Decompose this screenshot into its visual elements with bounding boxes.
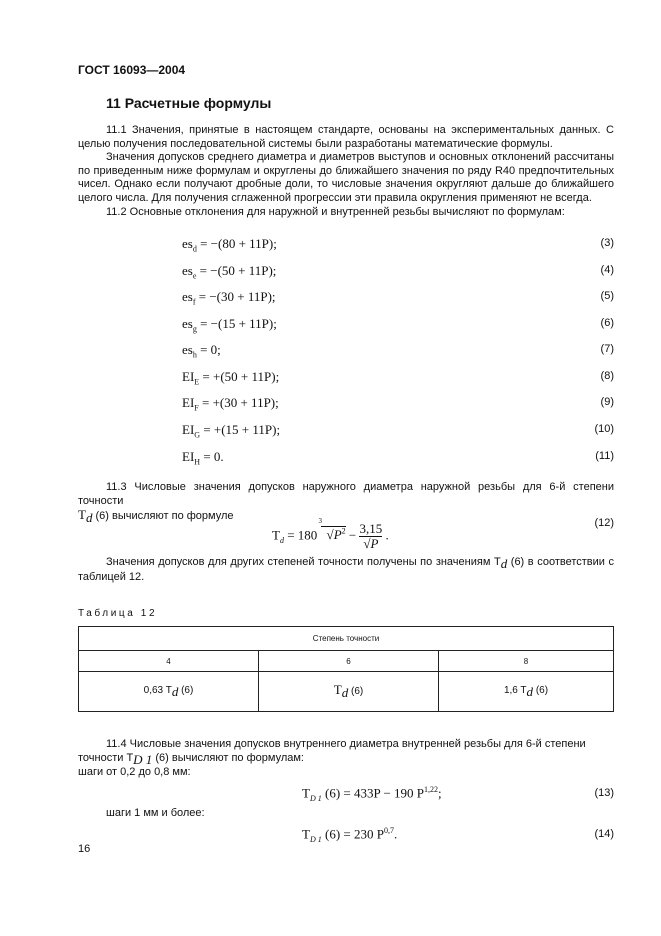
paragraph-text: Значения допусков среднего диаметра и диаметров выступов и основных отклонений рассчитаны по приведенным ниже формулам и округлены до ближайшего значения по ряду R40 предпочтительных чисел. Однако если получают дробные доли, то числовые значения округляют дальше до ближайшего целого числа. Для получения сглаженной прогрессии эти правила округления применяют не всегда. — [78, 151, 614, 204]
equation-row: $EI_G = +(15 + 11P)$; — [182, 422, 281, 440]
equation-row: $es_f = -(30 + 11P)$; — [182, 289, 276, 307]
equation-12: $T_d = 180$ 3 $√P^2$ − $\frac{3,15}{√P}$ . — [272, 517, 389, 551]
table-cell: 0,63 $T_d$ (6) — [79, 672, 259, 712]
equation-number: (6) — [600, 317, 614, 329]
equation-number: (11) — [595, 450, 614, 462]
table-caption: Таблица 12 — [78, 608, 158, 619]
paragraph-text: 11.1 Значения, принятые в настоящем стандарте, основаны на экспериментальных данных. С целью получения последовательной системы были разработаны математические формулы. — [78, 124, 614, 150]
equation-number: (10) — [594, 423, 614, 435]
equation-number: (4) — [600, 264, 614, 276]
paragraph-values — [78, 556, 614, 584]
equation-row: $es_g = -(15 + 11P)$; — [182, 316, 277, 334]
paragraph-text: 11.4 Числовые значения допусков внутреннего диаметра внутренней резьбы для 6-й степени — [106, 738, 586, 750]
steps-label: шаги от 0,2 до 0,8 мм: — [78, 766, 191, 778]
equation-row: $EI_E = +(50 + 11P)$; — [182, 369, 280, 387]
equation-number: (14) — [594, 828, 614, 840]
equation-13: $T_{D 1}$ (6) = 433P − 190 P$^{1,22}$; — [302, 785, 442, 803]
tolerance-table — [78, 626, 614, 712]
paragraph-text: 11.3 Числовые значения допусков наружного диаметра наружной резьбы для 6-й степени точности — [78, 481, 614, 507]
equation-number: (3) — [600, 237, 614, 249]
paragraph-text: $T_d$ (6) вычисляют по формуле — [78, 507, 234, 526]
equation-number: (7) — [600, 343, 614, 355]
equation-row: $es_e = -(50 + 11P)$; — [182, 263, 277, 281]
page-number: 16 — [78, 843, 91, 855]
table-header: Степень точности — [79, 627, 614, 651]
section-title: 11 Расчетные формулы — [106, 95, 272, 111]
table-cell: $T_d$ (6) — [259, 672, 439, 712]
document-header: ГОСТ 16093—2004 — [78, 63, 186, 77]
steps-label: шаги 1 мм и более: — [106, 807, 205, 819]
equation-number: (5) — [600, 290, 614, 302]
paragraph-11-3 — [78, 481, 614, 525]
table-column-header: 4 — [79, 651, 259, 672]
table-cell: 1,6 $T_d$ (6) — [439, 672, 614, 712]
table-column-header: 6 — [259, 651, 439, 672]
table-column-header: 8 — [439, 651, 614, 672]
equation-number: (8) — [600, 370, 614, 382]
equation-row: $EI_H = 0$. — [182, 449, 224, 467]
equation-row: $es_h = 0$; — [182, 342, 221, 360]
equation-14: $T_{D 1}$ (6) = 230 P$^{0,7}$. — [302, 826, 398, 844]
equation-number: (13) — [594, 787, 614, 799]
paragraph-text: 11.2 Основные отклонения для наружной и внутренней резьбы вычисляют по формулам: — [106, 205, 565, 218]
paragraph-text: точности $T_{D 1}$ (6) вычисляют по формулам: — [78, 751, 304, 767]
equation-row: $es_d = -(80 + 11P)$; — [182, 236, 277, 254]
equation-number: (9) — [600, 396, 614, 408]
equation-number: (12) — [594, 517, 614, 529]
paragraph-text: Значения допусков для других степеней точности получены по значениям $T_d$ (6) в соответствии с таблицей 12. — [78, 556, 614, 583]
paragraph-11-1 — [78, 124, 614, 219]
paragraph-11-4 — [78, 738, 614, 766]
equation-row: $EI_F = +(30 + 11P)$; — [182, 395, 279, 413]
